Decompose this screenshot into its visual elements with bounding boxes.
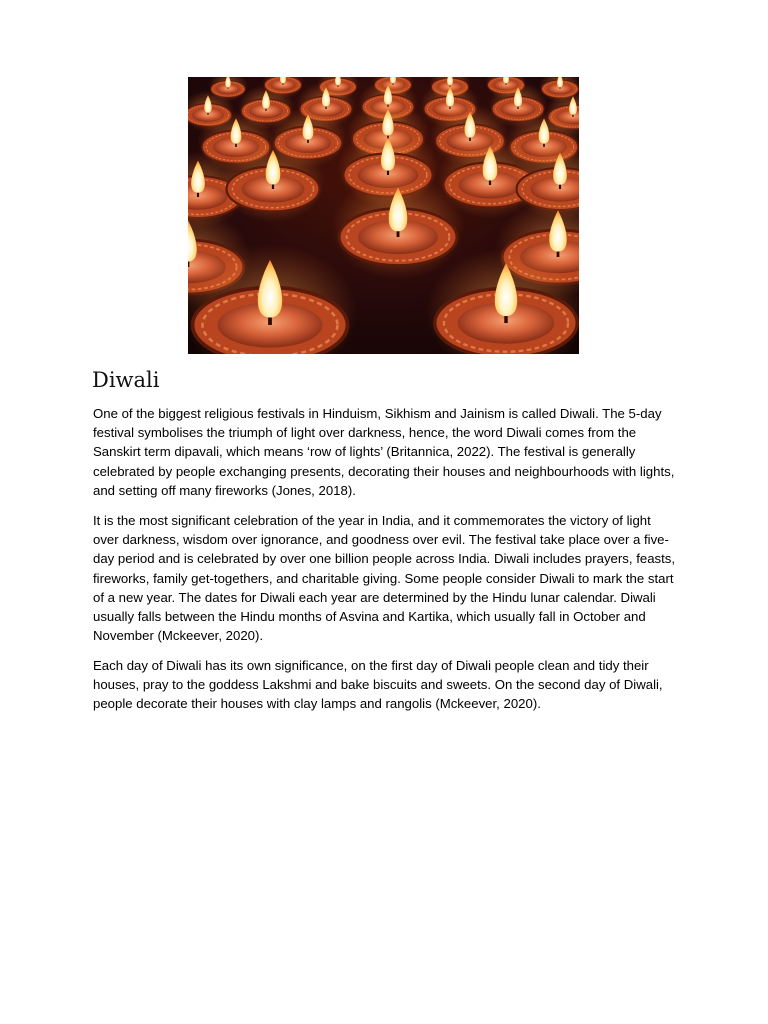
diya-lamp xyxy=(221,140,326,223)
flame xyxy=(557,77,563,87)
paragraph-intro: One of the biggest religious festivals in Hinduism, Sikhism and Jainism is called Diwali. The 5-day festival symbolises the triumph of light over darkness, hence, the word Diwali comes from the Sanskirt term dipavali, which means ‘row of lights’ (Britannica, 2022). The festival is generally celebrated by people exchanging presents, decorating their houses and neighbourhoods with lights, and setting off many fireworks (Jones, 2018). xyxy=(93,406,675,498)
diya-lamps-illustration xyxy=(188,77,579,354)
diya-lamp xyxy=(332,175,465,280)
flame xyxy=(503,77,509,83)
paragraph-days: Each day of Diwali has its own significance, on the first day of Diwali people clean and tidy their houses, pray to the goddess Lakshmi and bake biscuits and sweets. On the second day of Diwali, people decorate their houses with clay lamps and rangolis (Mckeever, 2020). xyxy=(93,658,663,712)
document-heading: Diwali xyxy=(92,368,160,392)
flame xyxy=(280,77,286,83)
diya-lamps-photo xyxy=(188,77,579,354)
paragraph-significance: It is the most significant celebration of the year in India, and it commemorates the victory of light over darkness, wisdom over ignorance, and goodness over evil. The festival take place over a five-day period and is celebrated by over one billion people across India. Diwali includes prayers, feasts, fireworks, family get-togethers, and charitable giving. Some people consider Diwali to mark the start of a new year. The dates for Diwali each year are determined by the Hindu lunar calendar. Diwali usually falls between the Hindu months of Asvina and Kartika, which usually fall in October and November (Mckeever, 2020). xyxy=(93,513,676,644)
